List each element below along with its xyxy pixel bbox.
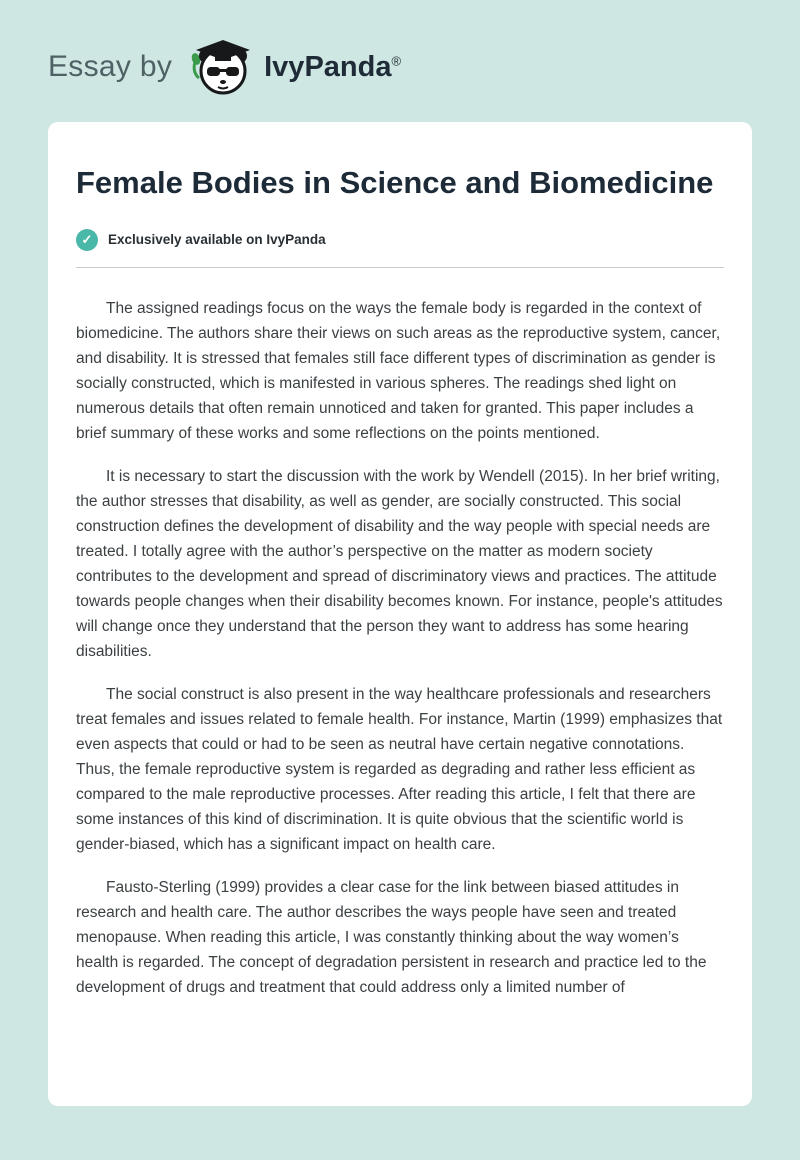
essay-by-label: Essay by (48, 50, 173, 83)
essay-body (76, 296, 724, 1000)
page-header (0, 0, 800, 122)
page-title: Female Bodies in Science and Biomedicine (76, 165, 714, 200)
brand-name (264, 51, 401, 84)
essay-paragraph: The social construct is also present in the way healthcare professionals and researchers treat females and issues related to female health. For instance, Martin (1999) emphasizes that even aspects that could or had to be seen as neutral have certain negative connotations. Thus, the female reproductive system is regarded as degrading and rather less efficient as compared to the male reproductive processes. After reading this article, I felt that there are some instances of this kind of discrimination. It is quite obvious that the scientific world is gender-biased, which has a significant impact on health care. (76, 685, 723, 853)
check-icon: ✓ (76, 229, 98, 251)
brand-text: IvyPanda (264, 50, 392, 83)
divider (76, 267, 724, 268)
availability-badge (76, 229, 724, 251)
brand-logo[interactable] (188, 38, 401, 96)
panda-graduate-icon (188, 38, 254, 96)
availability-label: Exclusively available on IvyPanda (108, 232, 326, 248)
registered-mark: ® (391, 52, 402, 68)
essay-paragraph: It is necessary to start the discussion with the work by Wendell (2015). In her brief writing, the author stresses that disability, as well as gender, are socially constructed. This social construction defines the development of disability and the way people with special needs are treated. I totally agree with the author’s perspective on the matter as modern society contributes to the development and spread of discriminatory views and practices. The attitude towards people changes when their disability becomes known. For instance, people's attitudes will change once they understand that the person they want to address has some hearing disabilities. (76, 467, 723, 660)
essay-paragraph: Fausto-Sterling (1999) provides a clear case for the link between biased attitudes in research and health care. The author describes the ways people have seen and treated menopause. When reading this article, I was constantly thinking about the way women’s health is regarded. The concept of degradation persistent in research and practice led to the development of drugs and treatment that could address only a limited number of (76, 878, 707, 996)
essay-card (48, 122, 752, 1106)
essay-paragraph: The assigned readings focus on the ways the female body is regarded in the context of biomedicine. The authors share their views on such areas as the reproductive system, cancer, and disability. It is stressed that females still face different types of discrimination as gender is socially constructed, which is manifested in various spheres. The readings shed light on numerous details that often remain unnoticed and taken for granted. This paper includes a brief summary of these works and some reflections on the points mentioned. (76, 299, 721, 442)
